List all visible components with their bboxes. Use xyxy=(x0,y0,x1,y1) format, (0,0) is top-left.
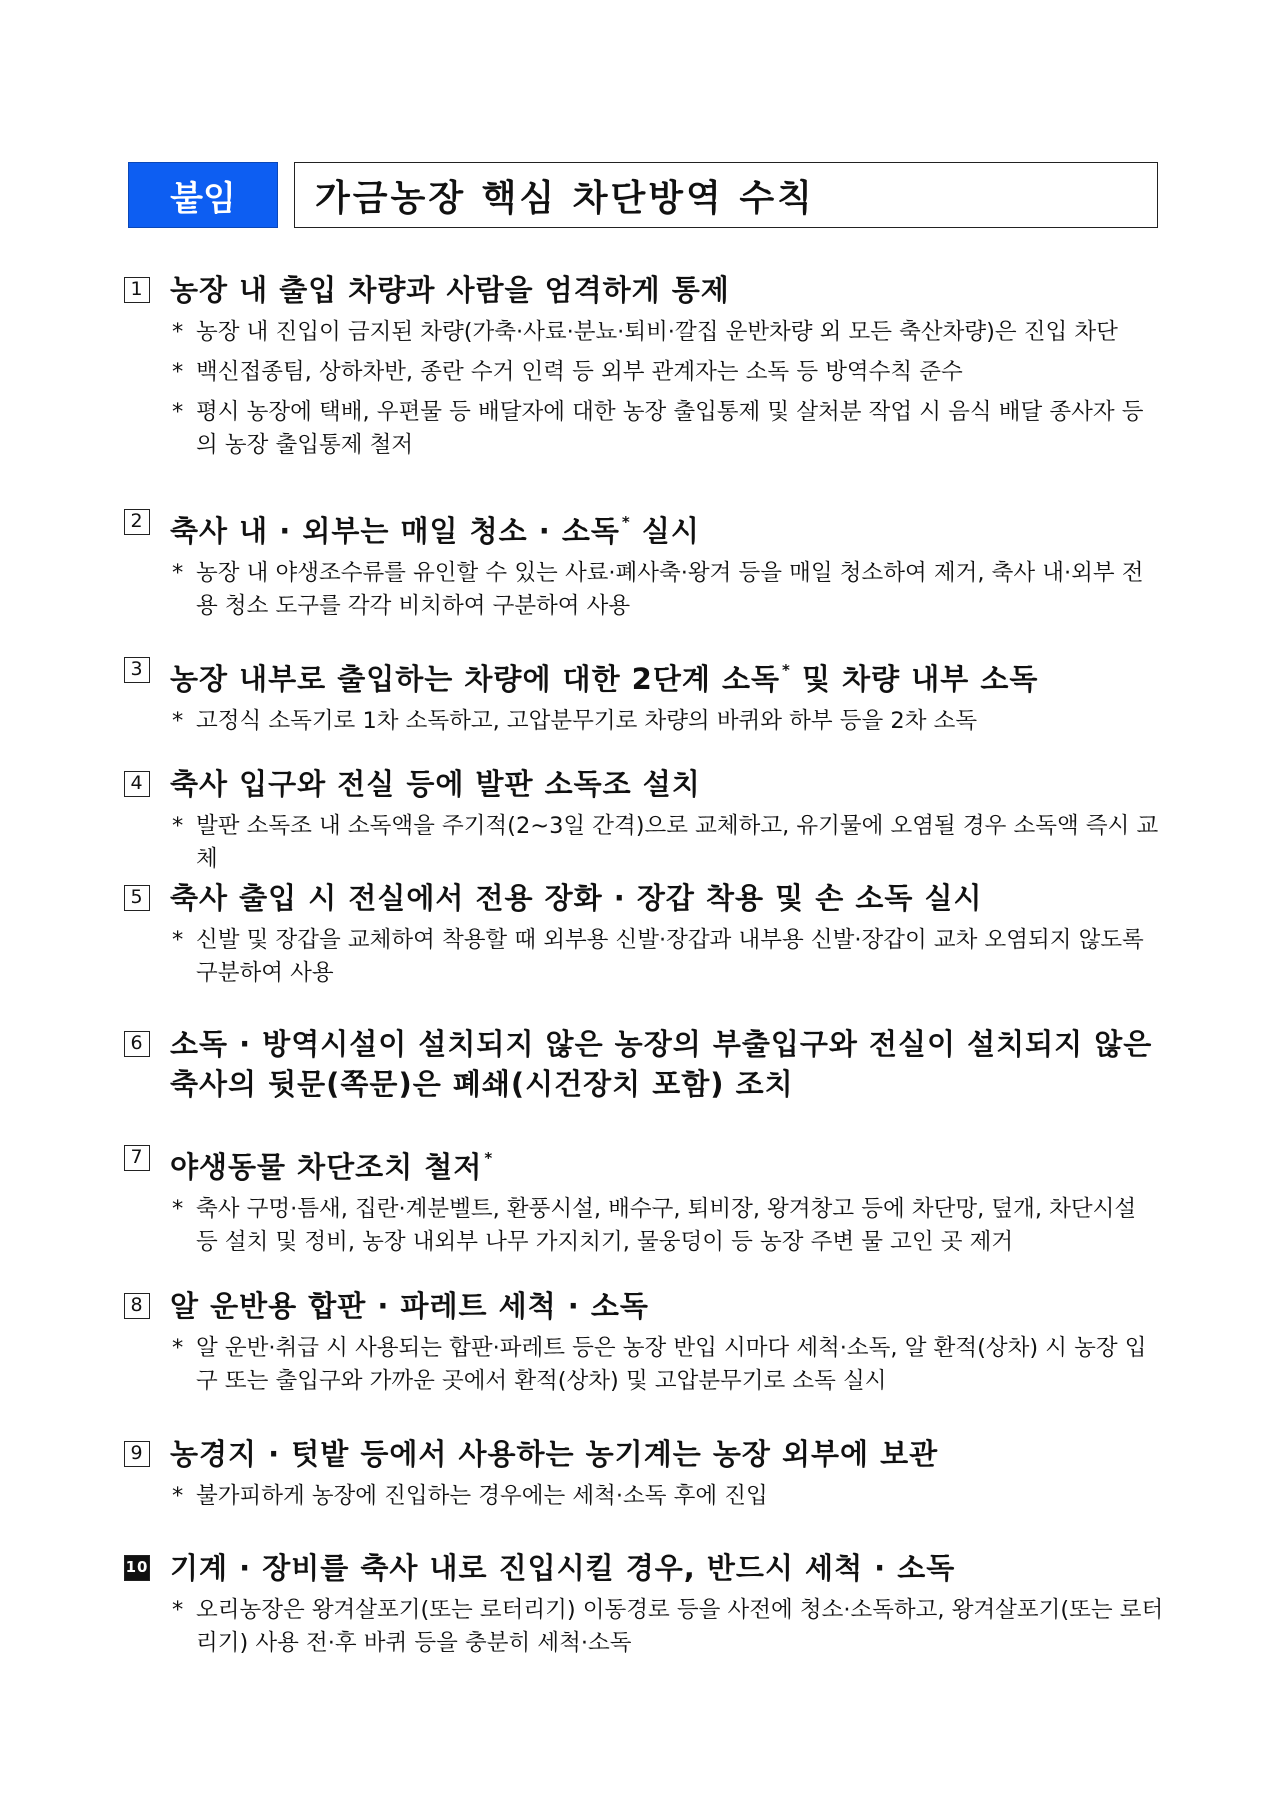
section-heading-tail: 및 차량 내부 소독 xyxy=(790,662,1039,696)
section-heading-text: 농장 내부로 출입하는 차량에 대한 2단계 소독 xyxy=(170,662,781,696)
section-10 xyxy=(124,1548,1164,1660)
section-heading xyxy=(124,764,1164,804)
section-heading-text: 농경지 · 텃밭 등에서 사용하는 농기계는 농장 외부에 보관 xyxy=(170,1437,939,1471)
section-heading-text: 축사 입구와 전실 등에 발판 소독조 설치 xyxy=(170,767,701,801)
section-number: 10 xyxy=(124,1555,150,1581)
section-heading-text: 야생동물 차단조치 철저 xyxy=(170,1150,483,1184)
bullet-text: 축사 구멍·틈새, 집란·계분벨트, 환풍시설, 배수구, 퇴비장, 왕겨창고 등에 차단망, 덮개, 차단시설 등 설치 및 정비, 농장 내외부 나무 가지치기, 물웅덩이 등 농장 주변 물 고인 곳 제거 xyxy=(196,1196,1137,1255)
footnote-mark: * xyxy=(621,513,631,531)
bullet-text: 불가피하게 농장에 진입하는 경우에는 세척·소독 후에 진입 xyxy=(196,1483,768,1509)
bullet-text: 백신접종팀, 상하차반, 종란 수거 인력 등 외부 관계자는 소독 등 방역수칙 준수 xyxy=(196,359,963,385)
footnote-mark: * xyxy=(484,1149,494,1167)
bullet-item: * 고정식 소독기로 1차 소독하고, 고압분무기로 차량의 바퀴와 하부 등을 2차 소독 xyxy=(172,708,978,734)
section-number: 8 xyxy=(124,1293,150,1319)
bullet-item: * 백신접종팀, 상하차반, 종란 수거 인력 등 외부 관계자는 소독 등 방역수칙 준수 xyxy=(172,359,963,385)
bullet-item: * 농장 내 야생조수류를 유인할 수 있는 사료·폐사축·왕겨 등을 매일 청소하여 제거, 축사 내·외부 전용 청소 도구를 각각 비치하여 구분하여 사용 xyxy=(172,560,1144,619)
bullet-text: 발판 소독조 내 소독액을 주기적(2~3일 간격)으로 교체하고, 유기물에 오염될 경우 소독액 즉시 교체 xyxy=(196,813,1159,872)
document-header xyxy=(128,162,1158,228)
section-number: 7 xyxy=(124,1145,150,1171)
section-2 xyxy=(124,502,1164,623)
section-heading xyxy=(124,650,1164,699)
section-heading-text: 소독 · 방역시설이 설치되지 않은 농장의 부출입구와 전실이 설치되지 않은 축사의 뒷문(쪽문)은 폐쇄(시건장치 포함) 조치 xyxy=(170,1027,1153,1101)
section-6 xyxy=(124,1024,1164,1104)
section-9 xyxy=(124,1434,1164,1513)
section-heading-text: 축사 출입 시 전실에서 전용 장화 · 장갑 착용 및 손 소독 실시 xyxy=(170,881,983,915)
bullet-text: 고정식 소독기로 1차 소독하고, 고압분무기로 차량의 바퀴와 하부 등을 2차 소독 xyxy=(196,708,978,734)
section-4 xyxy=(124,764,1164,876)
bullet-text: 평시 농장에 택배, 우편물 등 배달자에 대한 농장 출입통제 및 살처분 작업 시 음식 배달 종사자 등의 농장 출입통제 철저 xyxy=(196,399,1144,458)
attachment-tag: 붙임 xyxy=(128,162,278,228)
bullet-text: 신발 및 장갑을 교체하여 착용할 때 외부용 신발·장갑과 내부용 신발·장갑이 교차 오염되지 않도록 구분하여 사용 xyxy=(196,927,1144,986)
section-heading-text: 농장 내 출입 차량과 사람을 엄격하게 통제 xyxy=(170,273,730,307)
document-title: 가금농장 핵심 차단방역 수칙 xyxy=(294,162,1158,228)
bullet-item: * 불가피하게 농장에 진입하는 경우에는 세척·소독 후에 진입 xyxy=(172,1483,768,1509)
bullet-item: * 신발 및 장갑을 교체하여 착용할 때 외부용 신발·장갑과 내부용 신발·장갑이 교차 오염되지 않도록 구분하여 사용 xyxy=(172,927,1144,986)
section-5 xyxy=(124,878,1164,990)
section-heading xyxy=(124,1434,1164,1474)
bullet-text: 알 운반·취급 시 사용되는 합판·파레트 등은 농장 반입 시마다 세척·소독, 알 환적(상차) 시 농장 입구 또는 출입구와 가까운 곳에서 환적(상차) 및 고압분무기로 소독 실시 xyxy=(196,1335,1147,1394)
section-number: 3 xyxy=(124,657,150,683)
section-heading-text: 알 운반용 합판 · 파레트 세척 · 소독 xyxy=(170,1289,649,1323)
section-number: 9 xyxy=(124,1441,150,1467)
section-number: 2 xyxy=(124,509,150,535)
section-heading-text: 축사 내 · 외부는 매일 청소 · 소독 xyxy=(170,514,620,548)
section-heading xyxy=(124,1286,1164,1326)
section-heading xyxy=(124,1024,1164,1104)
bullet-item: * 오리농장은 왕겨살포기(또는 로터리기) 이동경로 등을 사전에 청소·소독하고, 왕겨살포기(또는 로터리기) 사용 전·후 바퀴 등을 충분히 세척·소독 xyxy=(172,1597,1164,1656)
section-heading xyxy=(124,878,1164,918)
section-7 xyxy=(124,1138,1164,1259)
section-1 xyxy=(124,270,1164,462)
bullet-item: * 평시 농장에 택배, 우편물 등 배달자에 대한 농장 출입통제 및 살처분 작업 시 음식 배달 종사자 등의 농장 출입통제 철저 xyxy=(172,399,1144,458)
bullet-item: * 축사 구멍·틈새, 집란·계분벨트, 환풍시설, 배수구, 퇴비장, 왕겨창고 등에 차단망, 덮개, 차단시설 등 설치 및 정비, 농장 내외부 나무 가지치기, 물웅덩이 등 농장 주변 물 고인 곳 제거 xyxy=(172,1196,1137,1255)
section-number: 5 xyxy=(124,885,150,911)
section-number: 6 xyxy=(124,1031,150,1057)
section-number: 1 xyxy=(124,277,150,303)
bullet-text: 농장 내 진입이 금지된 차량(가축·사료·분뇨·퇴비·깔집 운반차량 외 모든 축산차량)은 진입 차단 xyxy=(196,319,1118,345)
bullet-item: * 알 운반·취급 시 사용되는 합판·파레트 등은 농장 반입 시마다 세척·소독, 알 환적(상차) 시 농장 입구 또는 출입구와 가까운 곳에서 환적(상차) 및 고압분무기로 소독 실시 xyxy=(172,1335,1147,1394)
section-heading-tail: 실시 xyxy=(630,514,700,548)
bullet-text: 오리농장은 왕겨살포기(또는 로터리기) 이동경로 등을 사전에 청소·소독하고, 왕겨살포기(또는 로터리기) 사용 전·후 바퀴 등을 충분히 세척·소독 xyxy=(196,1597,1164,1656)
bullet-text: 농장 내 야생조수류를 유인할 수 있는 사료·폐사축·왕겨 등을 매일 청소하여 제거, 축사 내·외부 전용 청소 도구를 각각 비치하여 구분하여 사용 xyxy=(196,560,1144,619)
footnote-mark: * xyxy=(782,661,791,679)
bullet-item: * 농장 내 진입이 금지된 차량(가축·사료·분뇨·퇴비·깔집 운반차량 외 모든 축산차량)은 진입 차단 xyxy=(172,319,1118,345)
section-heading xyxy=(124,1138,1164,1187)
bullet-item: * 발판 소독조 내 소독액을 주기적(2~3일 간격)으로 교체하고, 유기물에 오염될 경우 소독액 즉시 교체 xyxy=(172,813,1159,872)
section-heading xyxy=(124,1548,1164,1588)
section-heading xyxy=(124,502,1164,551)
section-8 xyxy=(124,1286,1164,1398)
section-number: 4 xyxy=(124,771,150,797)
section-3 xyxy=(124,650,1164,738)
section-heading-text: 기계 · 장비를 축사 내로 진입시킬 경우, 반드시 세척 · 소독 xyxy=(170,1551,956,1585)
section-heading xyxy=(124,270,1164,310)
